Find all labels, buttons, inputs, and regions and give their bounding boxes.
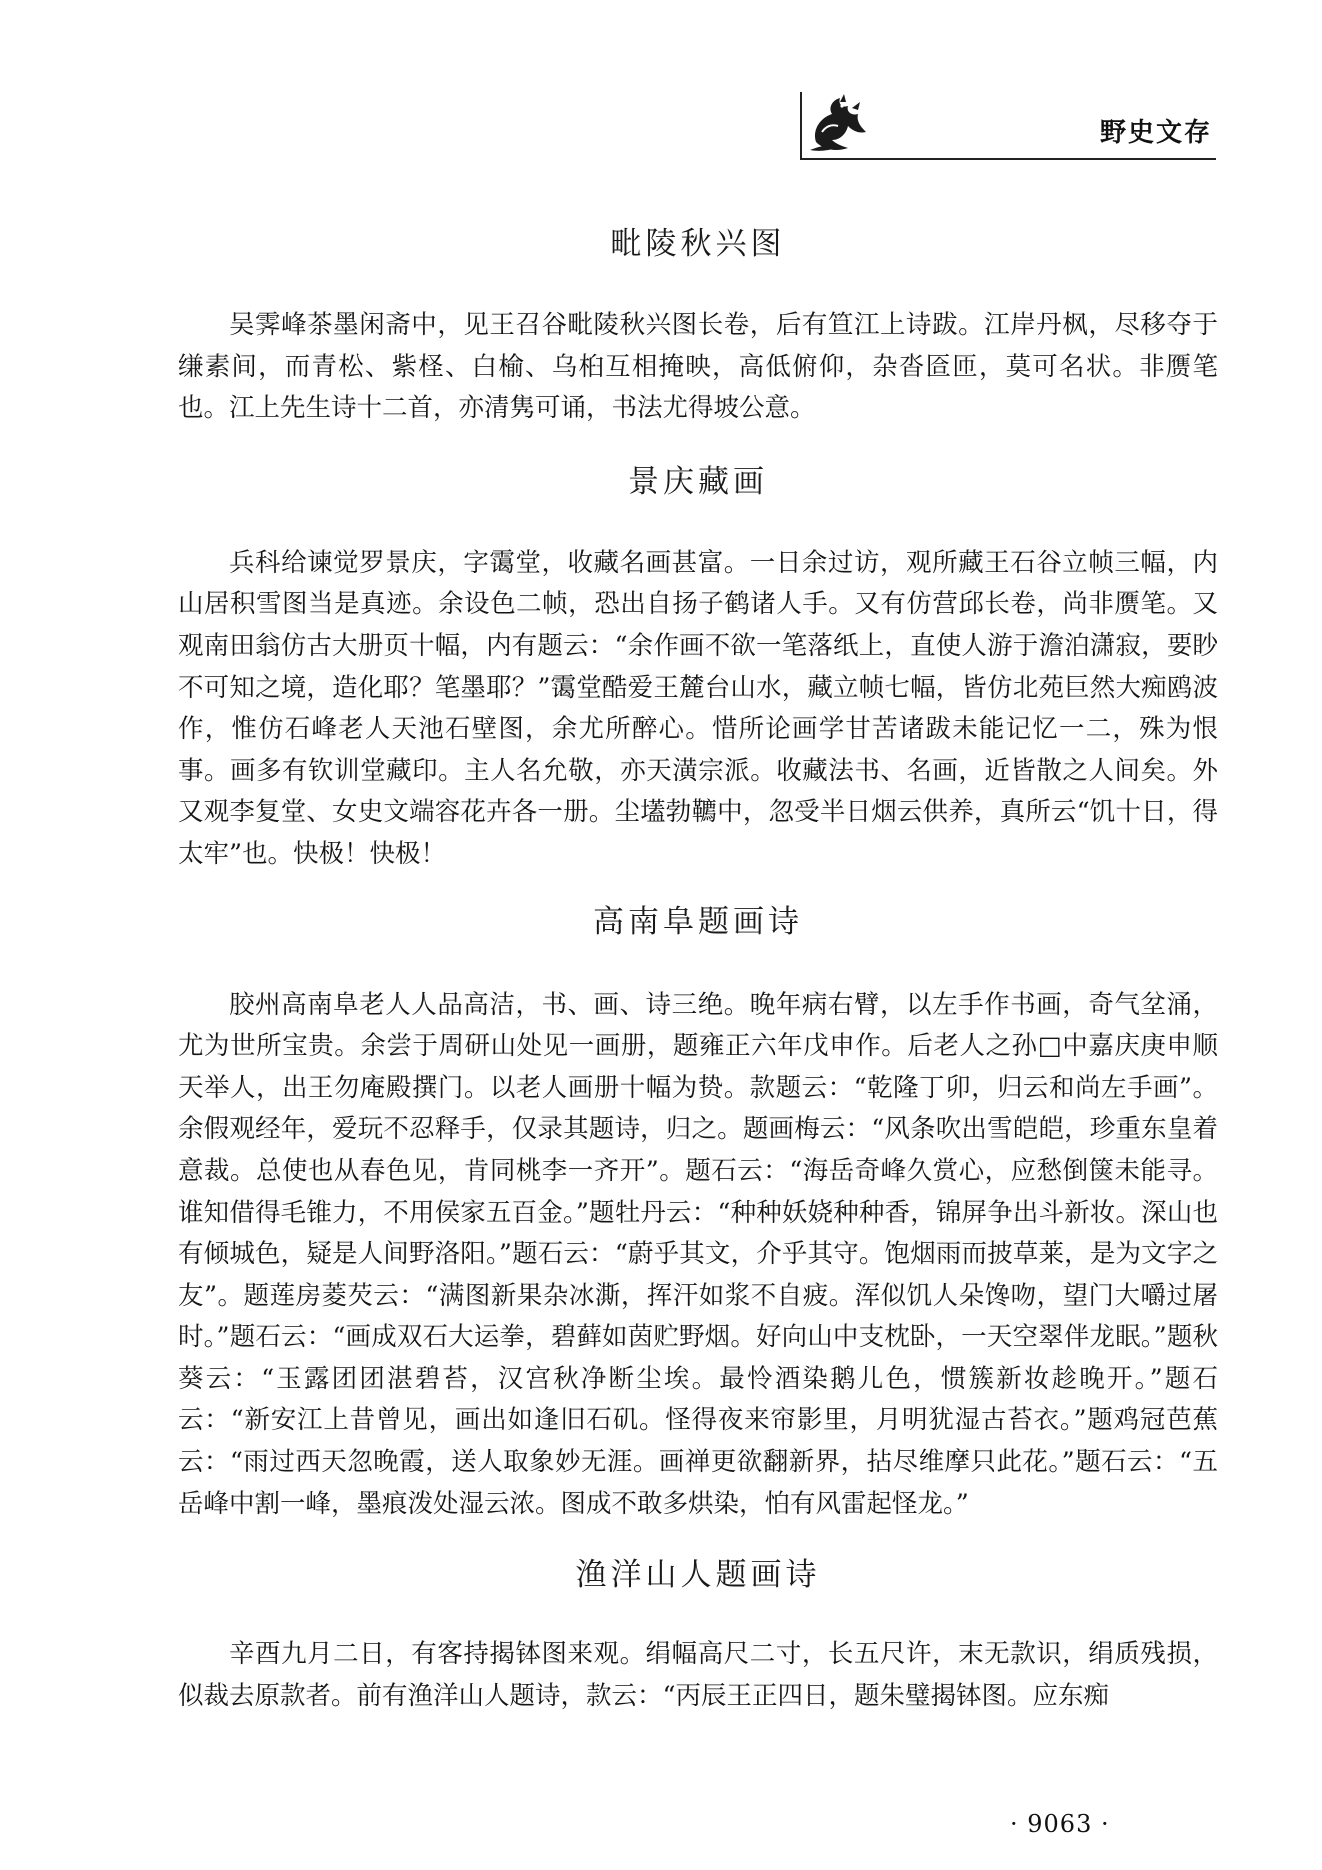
section-paragraph: 辛酉九月二日，有客持揭钵图来观。绢幅高尺二寸，长五尺许，末无款识，绢质残损，似裁去原款者。前有渔洋山人题诗，款云：“丙辰王正四日，题朱璧揭钵图。应东痴 bbox=[178, 1639, 1218, 1711]
section-title: 毗陵秋兴图 bbox=[610, 226, 786, 262]
section-paragraph: 兵科给谏觉罗景庆，字霭堂，收藏名画甚富。一日余过访，观所藏王石谷立帧三幅，内山居积雪图当是真迹。余设色二帧，恐出自扬子鹤诸人手。又有仿营邱长卷，尚非赝笔。又观南田翁仿古大册页十幅，内有题云：“余作画不欲一笔落纸上，直使人游于澹泊潇寂，要眇不可知之境，造化耶？笔墨耶？”霭堂酷爱王麓台山水，藏立帧七幅，皆仿北苑巨然大痴鸥波作，惟仿石峰老人天池石壁图，余尤所醉心。惜所论画学甘苦诸跋未能记忆一二，殊为恨事。画多有钦训堂藏印。主人名允敬，亦天潢宗派。收藏法书、名画，近皆散之人间矣。外又观李复堂、女史文端容花卉各一册。尘壒勃韀中，忽受半日烟云供养，真所云“饥十日，得太牢”也。快极！快极！ bbox=[178, 547, 1218, 869]
main-content bbox=[178, 210, 1218, 1717]
section-title: 渔洋山人题画诗 bbox=[575, 1557, 821, 1594]
running-header bbox=[800, 92, 1216, 160]
section-paragraph: 吴霁峰茶墨闲斋中，见王召谷毗陵秋兴图长卷，后有笪江上诗跋。江岸丹枫，尽移夺于缣素间，而青松、紫柽、白榆、乌桕互相掩映，高低俯仰，杂沓匼匝，莫可名状。非赝笔也。江上先生诗十二首，亦清隽可诵，书法尤得坡公意。 bbox=[178, 310, 1218, 424]
series-title: 野史文存 bbox=[1099, 118, 1212, 148]
section-title: 高南阜题画诗 bbox=[593, 903, 803, 940]
dragon-emblem-icon bbox=[806, 92, 870, 154]
section-paragraph: 胶州高南阜老人人品高洁，书、画、诗三绝。晚年病右臂，以左手作书画，奇气坌涌，尤为世所宝贵。余尝于周研山处见一画册，题雍正六年戊申作。后老人之孙□中嘉庆庚申顺天举人，出王勿庵殿撰门。以老人画册十幅为贽。款题云：“乾隆丁卯，归云和尚左手画”。余假观经年，爱玩不忍释手，仅录其题诗，归之。题画梅云：“风条吹出雪皑皑，珍重东皇着意裁。总使也从春色见，肯同桃李一齐开”。题石云：“海岳奇峰久赏心，应愁倒箧未能寻。谁知借得毛锥力，不用侯家五百金。”题牡丹云：“种种妖娆种种香，锦屏争出斗新妆。深山也有倾城色，疑是人间野洛阳。”题石云：“蔚乎其文，介乎其守。饱烟雨而披草莱，是为文字之友”。题莲房菱芡云：“满图新果杂冰澌，挥汗如浆不自疲。浑似饥人朵馋吻，望门大嚼过屠时。”题石云：“画成双石大运拳，碧藓如茵贮野烟。好向山中支枕卧，一天空翠伴龙眠。”题秋葵云：“玉露团团湛碧苔，汉宫秋净断尘埃。最怜酒染鹅儿色，惯簇新妆趁晚开。”题石云：“新安江上昔曾见，画出如逢旧石矶。怪得夜来帘影里，月明犹湿古苔衣。”题鸡冠芭蕉云：“雨过西天忽晚霞，送人取象妙无涯。画禅更欲翻新界，拈尽维摩只此花。”题石云：“五岳峰中割一峰，墨痕泼处湿云浓。图成不敢多烘染，怕有风雷起怪龙。” bbox=[178, 989, 1218, 1519]
page-number: · 9063 · bbox=[1010, 1810, 1110, 1838]
header-divider bbox=[800, 92, 802, 158]
section-title: 景庆藏画 bbox=[628, 463, 768, 500]
